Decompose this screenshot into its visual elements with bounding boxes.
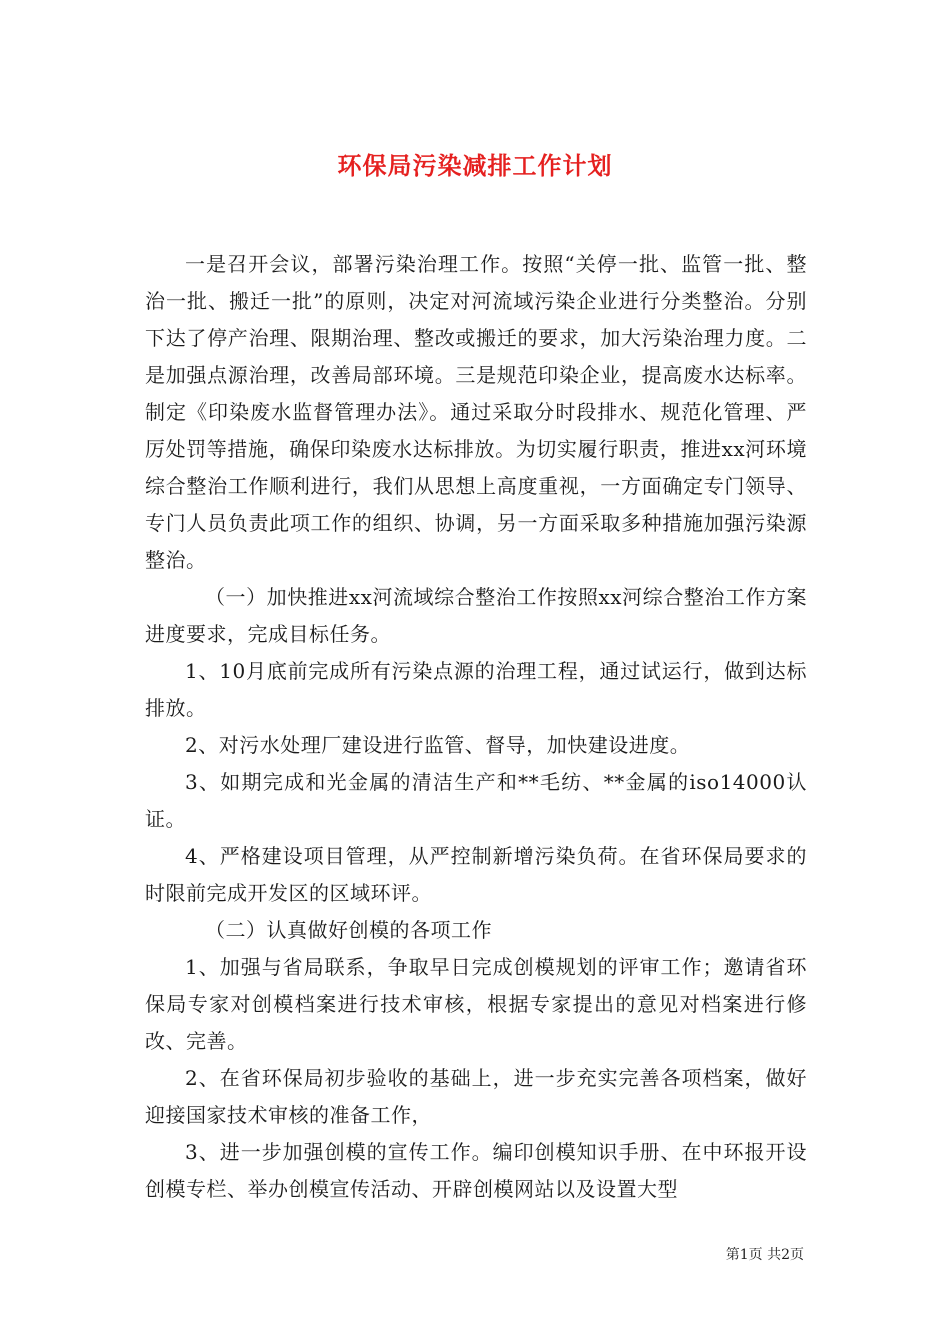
paragraph-item-5: 1、加强与省局联系，争取早日完成创模规划的评审工作；邀请省环保局专家对创模档案进行技术审核，根据专家提出的意见对档案进行修改、完善。 [145, 955, 807, 1053]
paragraph-section-2: （二）认真做好创模的各项工作 [205, 918, 492, 942]
paragraph-item-2: 2、对污水处理厂建设进行监管、督导，加快建设进度。 [185, 733, 691, 757]
paragraph-section-1: （一）加快推进xx河流域综合整治工作按照xx河综合整治工作方案进度要求，完成目标任务。 [145, 585, 807, 646]
paragraph-item-1: 1、10月底前完成所有污染点源的治理工程，通过试运行，做到达标排放。 [145, 659, 807, 720]
document-title: 环保局污染减排工作计划 [337, 151, 613, 181]
document-body [145, 246, 807, 1208]
paragraph-item-7: 3、进一步加强创模的宣传工作。编印创模知识手册、在中环报开设创模专栏、举办创模宣传活动、开辟创模网站以及设置大型 [145, 1140, 807, 1201]
paragraph-item-6: 2、在省环保局初步验收的基础上，进一步充实完善各项档案，做好迎接国家技术审核的准备工作， [145, 1066, 807, 1127]
paragraph-item-3: 3、如期完成和光金属的清洁生产和**毛纺、**金属的iso14000认证。 [145, 770, 807, 831]
page-indicator: 第1页 共2页 [725, 1247, 804, 1263]
paragraph-item-4: 4、严格建设项目管理，从严控制新增污染负荷。在省环保局要求的时限前完成开发区的区域环评。 [145, 844, 807, 905]
paragraph-1: 一是召开会议，部署污染治理工作。按照“关停一批、监管一批、整治一批、搬迁一批”的原则，决定对河流域污染企业进行分类整治。分别下达了停产治理、限期治理、整改或搬迁的要求，加大污染治理力度。二是加强点源治理，改善局部环境。三是规范印染企业，提高废水达标率。制定《印染废水监督管理办法》。通过采取分时段排水、规范化管理、严厉处罚等措施，确保印染废水达标排放。为切实履行职责，推进xx河环境综合整治工作顺利进行，我们从思想上高度重视，一方面确定专门领导、专门人员负责此项工作的组织、协调，另一方面采取多种措施加强污染源整治。 [145, 252, 807, 572]
